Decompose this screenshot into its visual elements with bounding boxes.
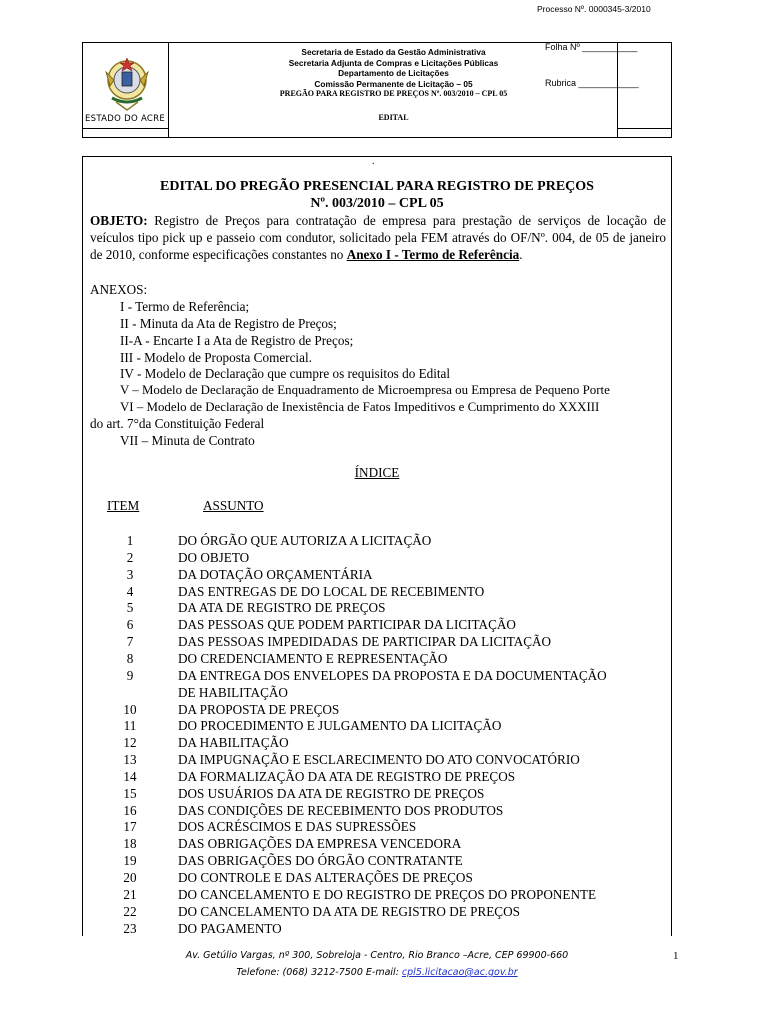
objeto-label: OBJETO: <box>90 213 148 228</box>
header-divider-right <box>617 128 672 129</box>
index-item-number: 20 <box>123 870 137 885</box>
index-item-number: 5 <box>126 600 134 615</box>
index-item-number: 8 <box>126 651 134 666</box>
index-item-title: DO CREDENCIAMENTO E REPRESENTAÇÃO <box>178 651 448 666</box>
document-header <box>82 42 672 138</box>
index-item-title: DAS CONDIÇÕES DE RECEBIMENTO DOS PRODUTOS <box>178 803 504 818</box>
column-header-item: ITEM <box>107 498 140 513</box>
index-item-title: DO CONTROLE E DAS ALTERAÇÕES DE PREÇOS <box>178 870 473 885</box>
header-right-cell <box>618 43 671 137</box>
index-item-title: DAS OBRIGAÇÕES DA EMPRESA VENCEDORA <box>178 836 462 851</box>
anexo-item: III - Modelo de Proposta Comercial. <box>120 350 312 365</box>
folha-field: Folha Nº ___________ <box>545 42 638 52</box>
index-item-title: DO CANCELAMENTO E DO REGISTRO DE PREÇOS DO PROPONENTE <box>178 887 597 902</box>
header-edital: EDITAL <box>378 113 409 122</box>
index-item-title: DAS PESSOAS IMPEDIDADAS DE PARTICIPAR DA LICITAÇÃO <box>178 634 552 649</box>
index-item-number: 16 <box>123 803 137 818</box>
document-title: EDITAL DO PREGÃO PRESENCIAL PARA REGISTRO DE PREÇOS <box>160 179 594 194</box>
indice-heading-text: ÍNDICE <box>354 465 400 480</box>
state-label: ESTADO DO ACRE <box>84 114 166 124</box>
index-item-number: 4 <box>126 584 134 599</box>
objeto-end: . <box>519 247 523 262</box>
index-item-number: 14 <box>123 769 137 784</box>
footer-contact <box>82 967 672 978</box>
anexo-item: I - Termo de Referência; <box>120 299 250 314</box>
anexo-reference-link[interactable]: Anexo I - Termo de Referência <box>346 247 520 262</box>
index-item-title: DO CANCELAMENTO DA ATA DE REGISTRO DE PREÇOS <box>178 904 520 919</box>
anexo-item: V – Modelo de Declaração de Enquadramento de Microempresa ou Empresa de Pequeno Porte <box>120 383 610 397</box>
index-item-number: 15 <box>123 786 137 801</box>
index-item-number: 23 <box>123 921 137 936</box>
anexo-item: IV - Modelo de Declaração que cumpre os requisitos do Edital <box>120 366 451 381</box>
header-line-2: Secretaria Adjunta de Compras e Licitações Públicas <box>288 57 499 68</box>
index-item-number: 2 <box>126 550 134 565</box>
header-line-3: Departamento de Licitações <box>338 68 449 78</box>
anexo-item: VI – Modelo de Declaração de Inexistência de Fatos Impeditivos e Cumprimento do XXXIII <box>120 400 600 414</box>
index-item-number: 11 <box>123 718 137 733</box>
header-lines <box>169 47 618 100</box>
indice-heading <box>82 465 672 481</box>
anexos-heading: ANEXOS: <box>90 282 148 297</box>
index-item-number: 3 <box>126 567 134 582</box>
index-item-title: DE HABILITAÇÃO <box>178 685 288 700</box>
anexo-item-continuation: do art. 7°da Constituição Federal <box>90 416 265 431</box>
processo-number: Processo Nº. 0000345-3/2010 <box>537 4 651 14</box>
rubrica-field: Rubrica ____________ <box>545 78 639 88</box>
index-item-title: DO PROCEDIMENTO E JULGAMENTO DA LICITAÇÃO <box>178 718 502 733</box>
index-item-number: 6 <box>126 617 134 632</box>
document-number: Nº. 003/2010 – CPL 05 <box>310 196 444 211</box>
index-item-number: 10 <box>123 702 137 717</box>
index-item-title: DO PAGAMENTO <box>178 921 282 936</box>
index-item-number: 19 <box>123 853 137 868</box>
header-line-4: Comissão Permanente de Licitação – 05 <box>314 78 473 89</box>
index-item-number: 17 <box>123 819 137 834</box>
header-line-1: Secretaria de Estado da Gestão Administrativa <box>301 47 486 57</box>
index-item-title: DA ATA DE REGISTRO DE PREÇOS <box>178 600 386 615</box>
index-item-title: DAS OBRIGAÇÕES DO ÓRGÃO CONTRATANTE <box>178 853 463 868</box>
index-item-title: DO ÓRGÃO QUE AUTORIZA A LICITAÇÃO <box>178 533 432 548</box>
index-item-number: 7 <box>126 634 134 649</box>
index-item-title: DAS PESSOAS QUE PODEM PARTICIPAR DA LICITAÇÃO <box>178 617 516 632</box>
anexo-item: II - Minuta da Ata de Registro de Preços; <box>120 316 337 331</box>
index-item-number: 12 <box>123 735 137 750</box>
index-item-number: 13 <box>123 752 137 767</box>
header-center-cell <box>169 43 618 137</box>
index-item-title: DA PROPOSTA DE PREÇOS <box>178 702 340 717</box>
footer-address: Av. Getúlio Vargas, nº 300, Sobreloja - Centro, Rio Branco –Acre, CEP 69900-660 <box>185 950 569 961</box>
index-item-number: 9 <box>126 668 134 683</box>
index-item-title: DO OBJETO <box>178 550 250 565</box>
index-item-number: 1 <box>126 533 134 548</box>
objeto-paragraph <box>90 212 666 263</box>
index-item-title: DA FORMALIZAÇÃO DA ATA DE REGISTRO DE PREÇOS <box>178 769 516 784</box>
anexo-item: VII – Minuta de Contrato <box>120 433 255 448</box>
footer-email-link[interactable]: cpl5.licitacao@ac.gov.br <box>401 967 518 978</box>
column-header-assunto: ASSUNTO <box>203 498 264 513</box>
objeto-text: Registro de Preços para contratação de empresa para prestação de serviços de locação de veículos tipo pick up e passeio com condutor, solicitado pela FEM através do OF/Nº. 004, de 05 de janeiro de 2010, conforme especificações constantes no <box>90 213 666 262</box>
index-item-title: DA HABILITAÇÃO <box>178 735 289 750</box>
index-item-title: DAS ENTREGAS DE DO LOCAL DE RECEBIMENTO <box>178 584 485 599</box>
dot-mark: . <box>372 156 375 167</box>
index-item-number: 18 <box>123 836 137 851</box>
index-item-title: DA ENTREGA DOS ENVELOPES DA PROPOSTA E DA DOCUMENTAÇÃO <box>178 668 607 683</box>
index-item-title: DA IMPUGNAÇÃO E ESCLARECIMENTO DO ATO CONVOCATÓRIO <box>178 752 580 767</box>
anexo-item: II-A - Encarte I a Ata de Registro de Preços; <box>120 333 354 348</box>
index-item-title: DA DOTAÇÃO ORÇAMENTÁRIA <box>178 567 373 582</box>
index-item-number: 22 <box>123 904 137 919</box>
page-number: 1 <box>673 950 679 962</box>
index-item-title: DOS ACRÉSCIMOS E DAS SUPRESSÕES <box>178 819 417 834</box>
index-item-title: DOS USUÁRIOS DA ATA DE REGISTRO DE PREÇOS <box>178 786 485 801</box>
header-pregao-line: PREGÃO PARA REGISTRO DE PREÇOS Nº. 003/2010 – CPL 05 <box>279 89 508 98</box>
index-item-number: 21 <box>123 887 137 902</box>
footer-phone: Telefone: (068) 3212-7500 E-mail: <box>236 967 402 978</box>
